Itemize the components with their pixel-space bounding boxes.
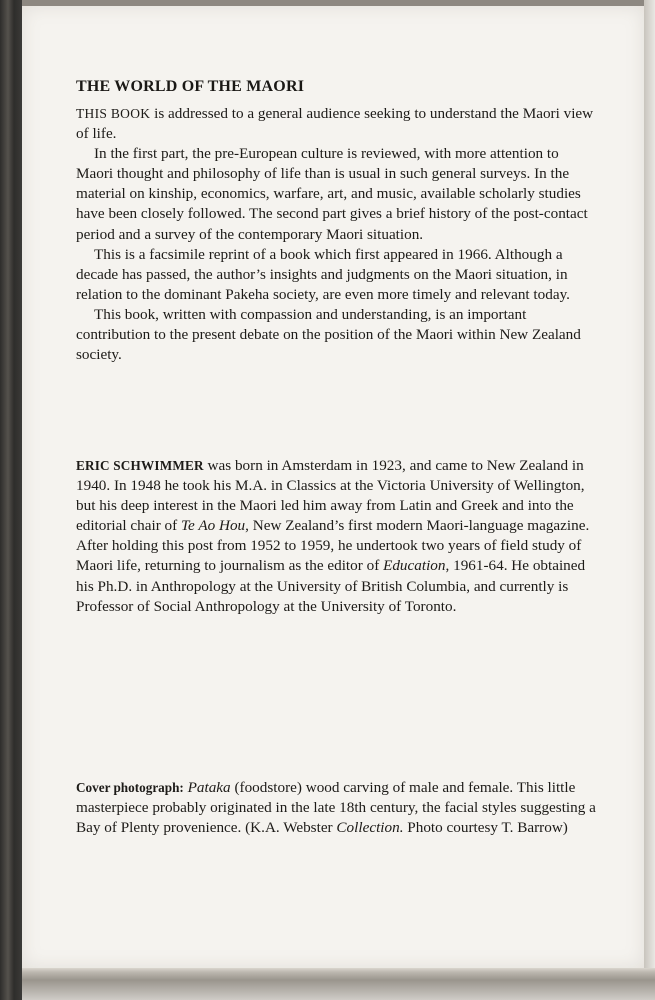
description-paragraph-2: In the first part, the pre-European culture is reviewed, with more attention to Maori thought and philosophy of life than is usual in such general surveys. In the material on kinship, economics, warfare, art, and music, available scholarly studies have been closely followed. The second part gives a brief history of the post-contact period and a survey of the contemporary Maori situation. [76,145,588,243]
collection-term: Collection. [336,819,404,837]
description-paragraph-4: This book, written with compassion and understanding, is an important contribution to the present debate on the position of the Maori within New Zealand society. [76,305,581,364]
author-bio-part-1: was born in Amsterdam in 1923, and came to New Zealand in 1940. In 1948 he took his M.A. in Classics at the Victoria University of Wellington, but his deep interest in the Maori led him away from Latin and Greek and into the editorial chair of [76,457,585,535]
page-right-edge [644,0,655,968]
author-bio-part-3: , 1961-64. He obtained his Ph.D. in Anthropology at the University of British Columbia, and currently is Professor of Social Anthropology at the University of Toronto. [76,557,586,615]
magazine-title: Te Ao Hou [181,517,246,535]
cover-note-lead: Cover photograph: [76,780,184,795]
description-lead: THIS BOOK [76,106,151,121]
description-p1-text: is addressed to a general audience seeking to understand the Maori view of life. [76,105,594,143]
journal-title: Education [383,557,446,575]
author-name: ERIC SCHWIMMER [76,458,204,473]
cover-note-part-2: Photo courtesy T. Barrow) [403,819,568,837]
cover-note-part-1: (foodstore) wood carving of male and female. This little masterpiece probably originated in the late 18th century, the facial styles suggesting a Bay of Plenty provenience. (K.A. Webster [76,779,596,837]
cover-note-text [76,778,596,838]
description-paragraph-3: This is a facsimile reprint of a book which first appeared in 1966. Although a decade has passed, the author’s insights and judgments on the Maori situation, in relation to the dominant Pakeha society, are even more timely and relevant today. [76,245,570,303]
book-description [76,104,596,365]
author-bio-text [76,456,596,617]
author-bio [76,456,596,617]
cover-photo-note [76,778,596,838]
pataka-term: Pataka [187,779,231,796]
description-paragraph-1 [76,104,596,144]
page-bottom-edge [22,968,655,1000]
author-bio-part-2: , New Zealand’s first modern Maori-language magazine. After holding this post from 1952 to 1959, he undertook two years of field study of Maori life, returning to journalism as the editor of [76,517,590,575]
book-title: THE WORLD OF THE MAORI [76,78,305,95]
